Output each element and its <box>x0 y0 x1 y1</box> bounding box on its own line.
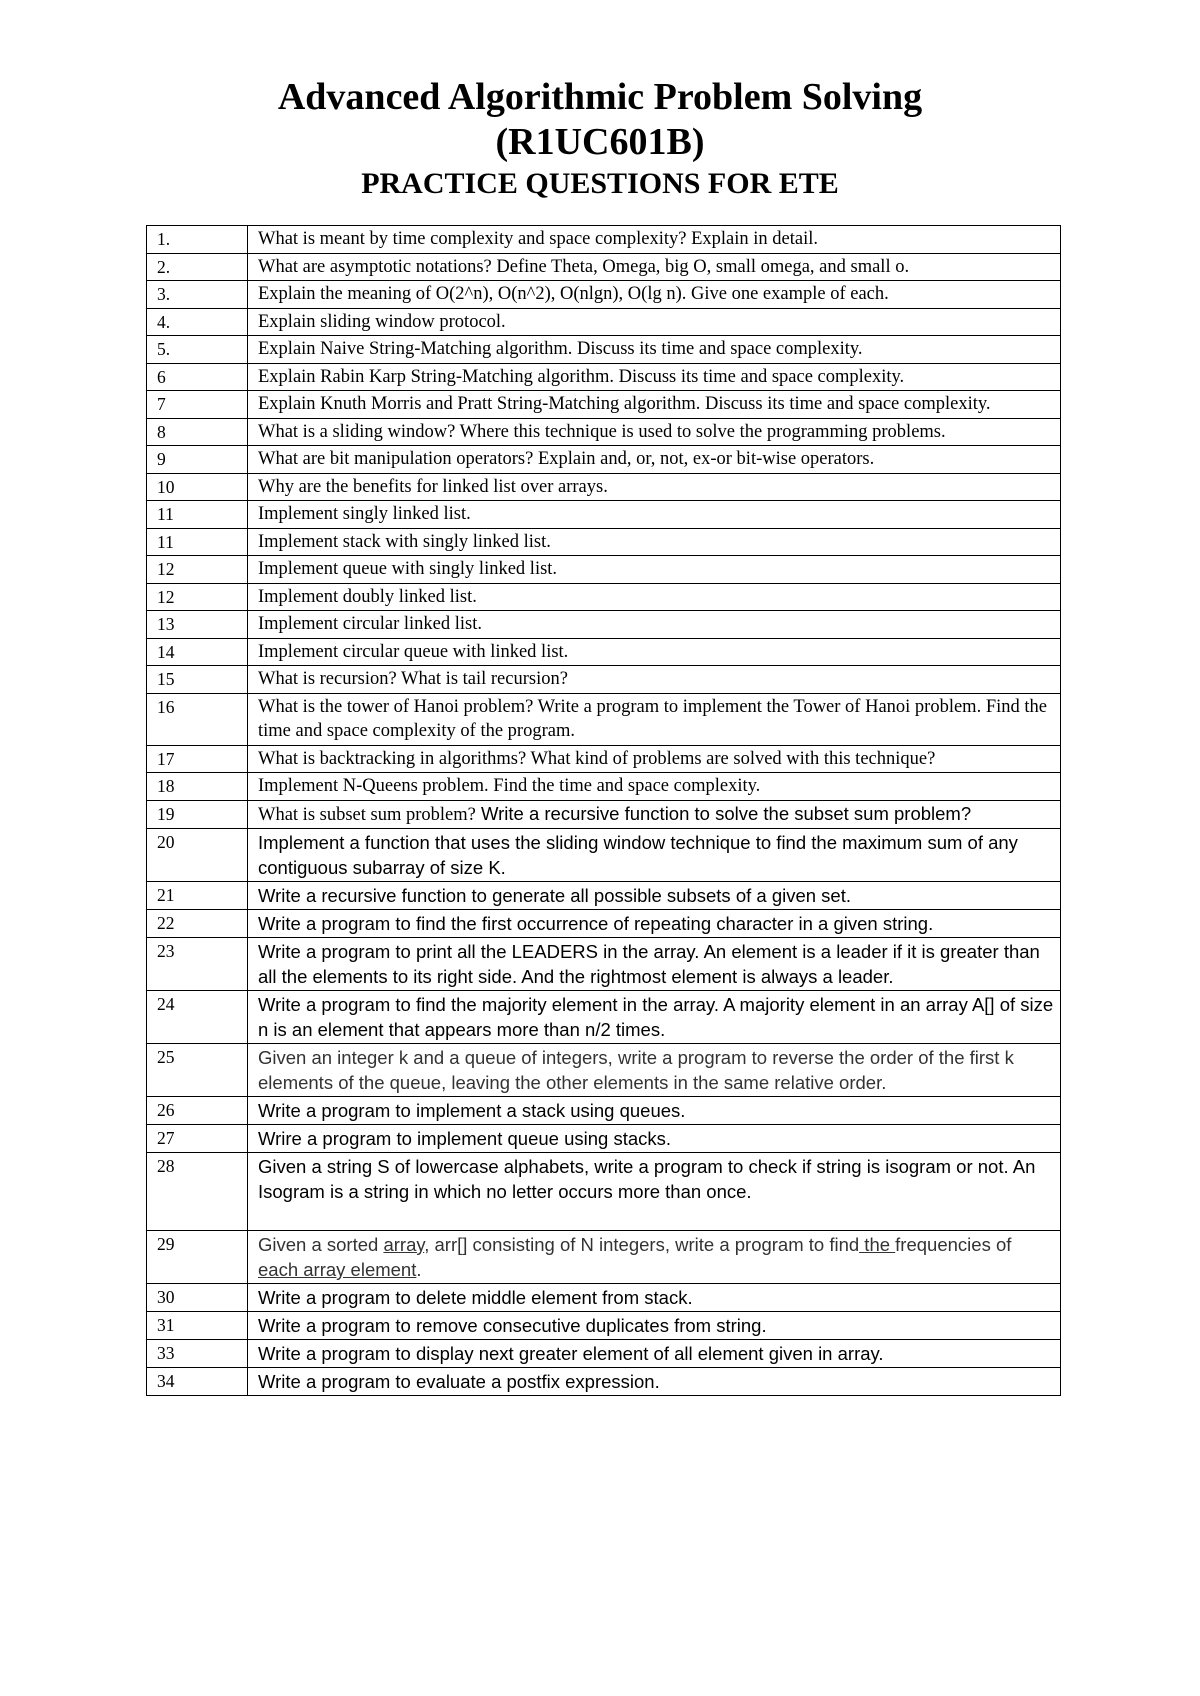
question-text: Explain Rabin Karp String-Matching algorithm. Discuss its time and space complexity. <box>248 363 1061 391</box>
table-row <box>147 693 1061 745</box>
array-link[interactable]: array <box>383 1234 425 1255</box>
table-row <box>147 473 1061 501</box>
question-text: Implement N-Queens problem. Find the time and space complexity. <box>248 773 1061 801</box>
question-text: Given an integer k and a queue of integers, write a program to reverse the order of the first k elements of the queue, leaving the other elements in the same relative order. <box>248 1044 1061 1097</box>
table-row <box>147 1125 1061 1153</box>
question-number: 12 <box>147 556 248 584</box>
table-row <box>147 281 1061 309</box>
question-number: 3. <box>147 281 248 309</box>
table-row <box>147 1284 1061 1312</box>
question-number: 17 <box>147 745 248 773</box>
table-row <box>147 336 1061 364</box>
question-number: 15 <box>147 666 248 694</box>
table-row <box>147 1153 1061 1231</box>
question-number: 11 <box>147 528 248 556</box>
question-text: Implement doubly linked list. <box>248 583 1061 611</box>
table-row <box>147 446 1061 474</box>
document-title: Advanced Algorithmic Problem Solving <box>277 76 923 118</box>
table-row <box>147 253 1061 281</box>
question-text-part: , arr[] consisting of N integers, write a program to find <box>424 1234 860 1255</box>
question-text: Explain sliding window protocol. <box>248 308 1061 336</box>
table-row <box>147 1097 1061 1125</box>
question-text <box>248 1231 1061 1284</box>
question-number: 19 <box>147 800 248 829</box>
question-text: What is backtracking in algorithms? What kind of problems are solved with this technique? <box>248 745 1061 773</box>
question-text: Given a string S of lowercase alphabets, write a program to check if string is isogram or not. An Isogram is a string in which no letter occurs more than once. <box>248 1153 1061 1231</box>
table-row <box>147 308 1061 336</box>
question-text: Implement circular linked list. <box>248 611 1061 639</box>
table-row <box>147 556 1061 584</box>
table-row <box>147 745 1061 773</box>
question-number: 1. <box>147 226 248 254</box>
question-number: 6 <box>147 363 248 391</box>
question-number: 27 <box>147 1125 248 1153</box>
question-text-part: Write a recursive function to solve the subset sum problem? <box>475 802 972 824</box>
table-row <box>147 391 1061 419</box>
question-number: 2. <box>147 253 248 281</box>
question-text: What is a sliding window? Where this technique is used to solve the programming problems. <box>248 418 1061 446</box>
question-text: What are bit manipulation operators? Explain and, or, not, ex-or bit-wise operators. <box>248 446 1061 474</box>
table-row <box>147 938 1061 991</box>
question-text: Explain the meaning of O(2^n), O(n^2), O(nlgn), O(lg n). Give one example of each. <box>248 281 1061 309</box>
question-text: What are asymptotic notations? Define Theta, Omega, big O, small omega, and small o. <box>248 253 1061 281</box>
question-text: Implement stack with singly linked list. <box>248 528 1061 556</box>
question-number: 24 <box>147 991 248 1044</box>
question-number: 30 <box>147 1284 248 1312</box>
table-row <box>147 501 1061 529</box>
question-number: 16 <box>147 693 248 745</box>
question-number: 7 <box>147 391 248 419</box>
question-text: Why are the benefits for linked list over arrays. <box>248 473 1061 501</box>
question-number: 25 <box>147 1044 248 1097</box>
question-text: Write a recursive function to generate all possible subsets of a given set. <box>248 882 1061 910</box>
question-text-part: frequencies of <box>895 1234 1012 1255</box>
question-text: Wrire a program to implement queue using stacks. <box>248 1125 1061 1153</box>
question-number: 8 <box>147 418 248 446</box>
table-row <box>147 666 1061 694</box>
question-text: What is recursion? What is tail recursion? <box>248 666 1061 694</box>
table-row <box>147 1044 1061 1097</box>
question-text: Write a program to find the majority element in the array. A majority element in an array A[] of size n is an element that appears more than n/2 times. <box>248 991 1061 1044</box>
question-number: 18 <box>147 773 248 801</box>
question-text-part: . <box>416 1259 422 1280</box>
question-number: 29 <box>147 1231 248 1284</box>
question-text: Write a program to find the first occurrence of repeating character in a given string. <box>248 910 1061 938</box>
table-row <box>147 910 1061 938</box>
question-text: Write a program to evaluate a postfix expression. <box>248 1368 1061 1396</box>
table-row <box>147 363 1061 391</box>
question-text: Write a program to print all the LEADERS in the array. An element is a leader if it is greater than all the elements to its right side. And the rightmost element is always a leader. <box>248 938 1061 991</box>
question-number: 12 <box>147 583 248 611</box>
table-row <box>147 638 1061 666</box>
question-text: What is the tower of Hanoi problem? Write a program to implement the Tower of Hanoi problem. Find the time and space complexity of the program. <box>248 693 1061 745</box>
table-row <box>147 1340 1061 1368</box>
table-row <box>147 800 1061 829</box>
question-number: 20 <box>147 829 248 882</box>
table-row <box>147 1312 1061 1340</box>
question-text: Write a program to implement a stack using queues. <box>248 1097 1061 1125</box>
table-row <box>147 829 1061 882</box>
question-number: 31 <box>147 1312 248 1340</box>
question-number: 33 <box>147 1340 248 1368</box>
question-number: 23 <box>147 938 248 991</box>
table-row <box>147 528 1061 556</box>
question-number: 34 <box>147 1368 248 1396</box>
question-number: 4. <box>147 308 248 336</box>
question-text-part: the <box>859 1234 896 1255</box>
table-row <box>147 1368 1061 1396</box>
table-row <box>147 583 1061 611</box>
question-text-part: What is subset sum problem? <box>258 804 476 825</box>
question-text: Write a program to delete middle element from stack. <box>248 1284 1061 1312</box>
question-number: 13 <box>147 611 248 639</box>
table-row <box>147 991 1061 1044</box>
question-text: Implement queue with singly linked list. <box>248 556 1061 584</box>
question-number: 22 <box>147 910 248 938</box>
question-text: Implement singly linked list. <box>248 501 1061 529</box>
question-number: 5. <box>147 336 248 364</box>
question-text: Write a program to display next greater element of all element given in array. <box>248 1340 1061 1368</box>
question-number: 11 <box>147 501 248 529</box>
table-row <box>147 226 1061 254</box>
table-row <box>147 882 1061 910</box>
question-text: Explain Knuth Morris and Pratt String-Matching algorithm. Discuss its time and space complexity. <box>248 391 1061 419</box>
question-text: What is meant by time complexity and space complexity? Explain in detail. <box>248 226 1061 254</box>
questions-table <box>146 225 1061 1396</box>
question-text: Implement circular queue with linked list. <box>248 638 1061 666</box>
table-row <box>147 611 1061 639</box>
table-row <box>147 418 1061 446</box>
question-number: 28 <box>147 1153 248 1231</box>
question-number: 10 <box>147 473 248 501</box>
question-text-part: Given a sorted <box>258 1234 384 1255</box>
question-text-part: each array element <box>258 1259 417 1280</box>
question-text: Explain Naive String-Matching algorithm. Discuss its time and space complexity. <box>248 336 1061 364</box>
document-subtitle: PRACTICE QUESTIONS FOR ETE <box>361 167 839 200</box>
question-number: 21 <box>147 882 248 910</box>
question-number: 9 <box>147 446 248 474</box>
table-row <box>147 773 1061 801</box>
question-text: Implement a function that uses the sliding window technique to find the maximum sum of any contiguous subarray of size K. <box>248 829 1061 882</box>
question-text <box>248 800 1061 829</box>
question-number: 26 <box>147 1097 248 1125</box>
question-text: Write a program to remove consecutive duplicates from string. <box>248 1312 1061 1340</box>
question-number: 14 <box>147 638 248 666</box>
course-code: (R1UC601B) <box>495 121 705 163</box>
table-row <box>147 1231 1061 1284</box>
